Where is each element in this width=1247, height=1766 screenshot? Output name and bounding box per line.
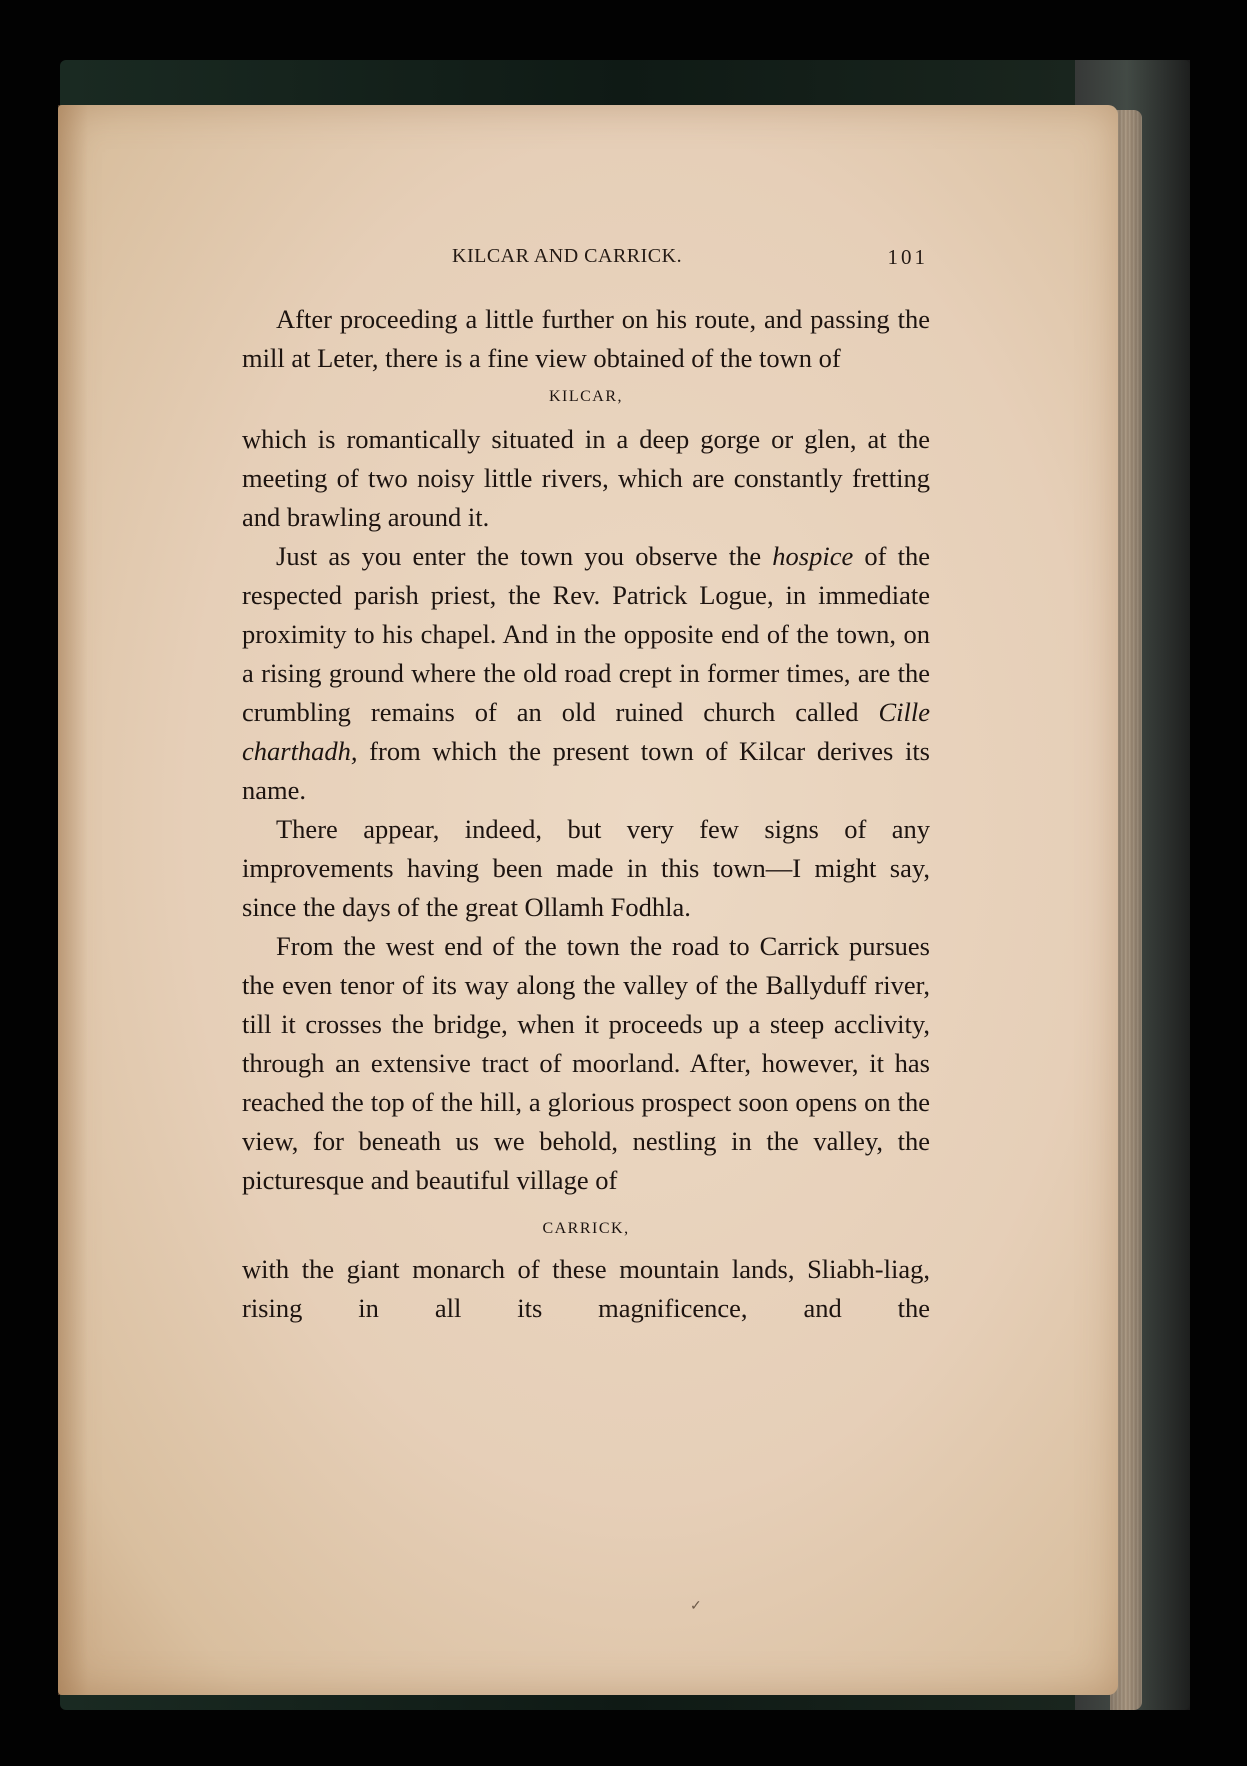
section-heading-kilcar: KILCAR, — [548, 388, 624, 405]
paragraph-carrick-continuation — [242, 1250, 930, 1328]
paragraph-text: From the west end of the town the road to Carrick pursues the even tenor of its way along the valley of the Ballyduff river, till it crosses the bridge, when it proceeds up a steep acclivity, through an extensive tract of moorland. After, however, it has reached the top of the hill, a glorious prospect soon opens on the view, for beneath us we behold, nestling in the valley, the picturesque and beautiful village of — [242, 931, 930, 1195]
page-number: 101 — [887, 245, 928, 269]
italic-term-hospice: hospice — [772, 541, 854, 571]
paragraph-improvements — [242, 810, 930, 927]
running-head — [240, 245, 928, 275]
running-title: KILCAR AND CARRICK. — [452, 245, 683, 267]
paragraph-text: with the giant monarch of these mountain lands, Sliabh-liag, rising in all its magnificence, and the — [242, 1254, 930, 1323]
paragraph-text: from which the present town of Kilcar derives its name. — [242, 736, 930, 805]
paragraph-intro — [242, 300, 930, 378]
paragraph-text: Just as you enter the town you observe the — [276, 541, 762, 571]
paragraph-hospice — [242, 537, 930, 810]
paragraph-text: After proceeding a little further on his route, and passing the mill at Leter, there is a fine view obtained of the town of — [242, 304, 930, 373]
paragraph-road-to-carrick — [242, 927, 930, 1200]
section-heading-carrick: CARRICK, — [542, 1220, 630, 1237]
paragraph-text: of the respected parish priest, the Rev. Patrick Logue, in immediate proximity to his chapel. And in the opposite end of the town, on a rising ground where the old road crept in former times, are the crumbling remains of an old ruined church called — [242, 541, 931, 727]
paragraph-kilcar-description — [242, 420, 930, 537]
body-text — [242, 300, 930, 1328]
paragraph-text: which is romantically situated in a deep gorge or glen, at the meeting of two noisy little rivers, which are constantly fretting and brawling around it. — [242, 424, 930, 532]
italic-term-cille-charthadh: Cille charthadh, — [242, 697, 931, 766]
paragraph-text: There appear, indeed, but very few signs of any improvements having been made in this town—I might say, since the days of the great Ollamh Fodhla. — [242, 814, 930, 922]
print-mark: ✓ — [690, 1599, 702, 1614]
